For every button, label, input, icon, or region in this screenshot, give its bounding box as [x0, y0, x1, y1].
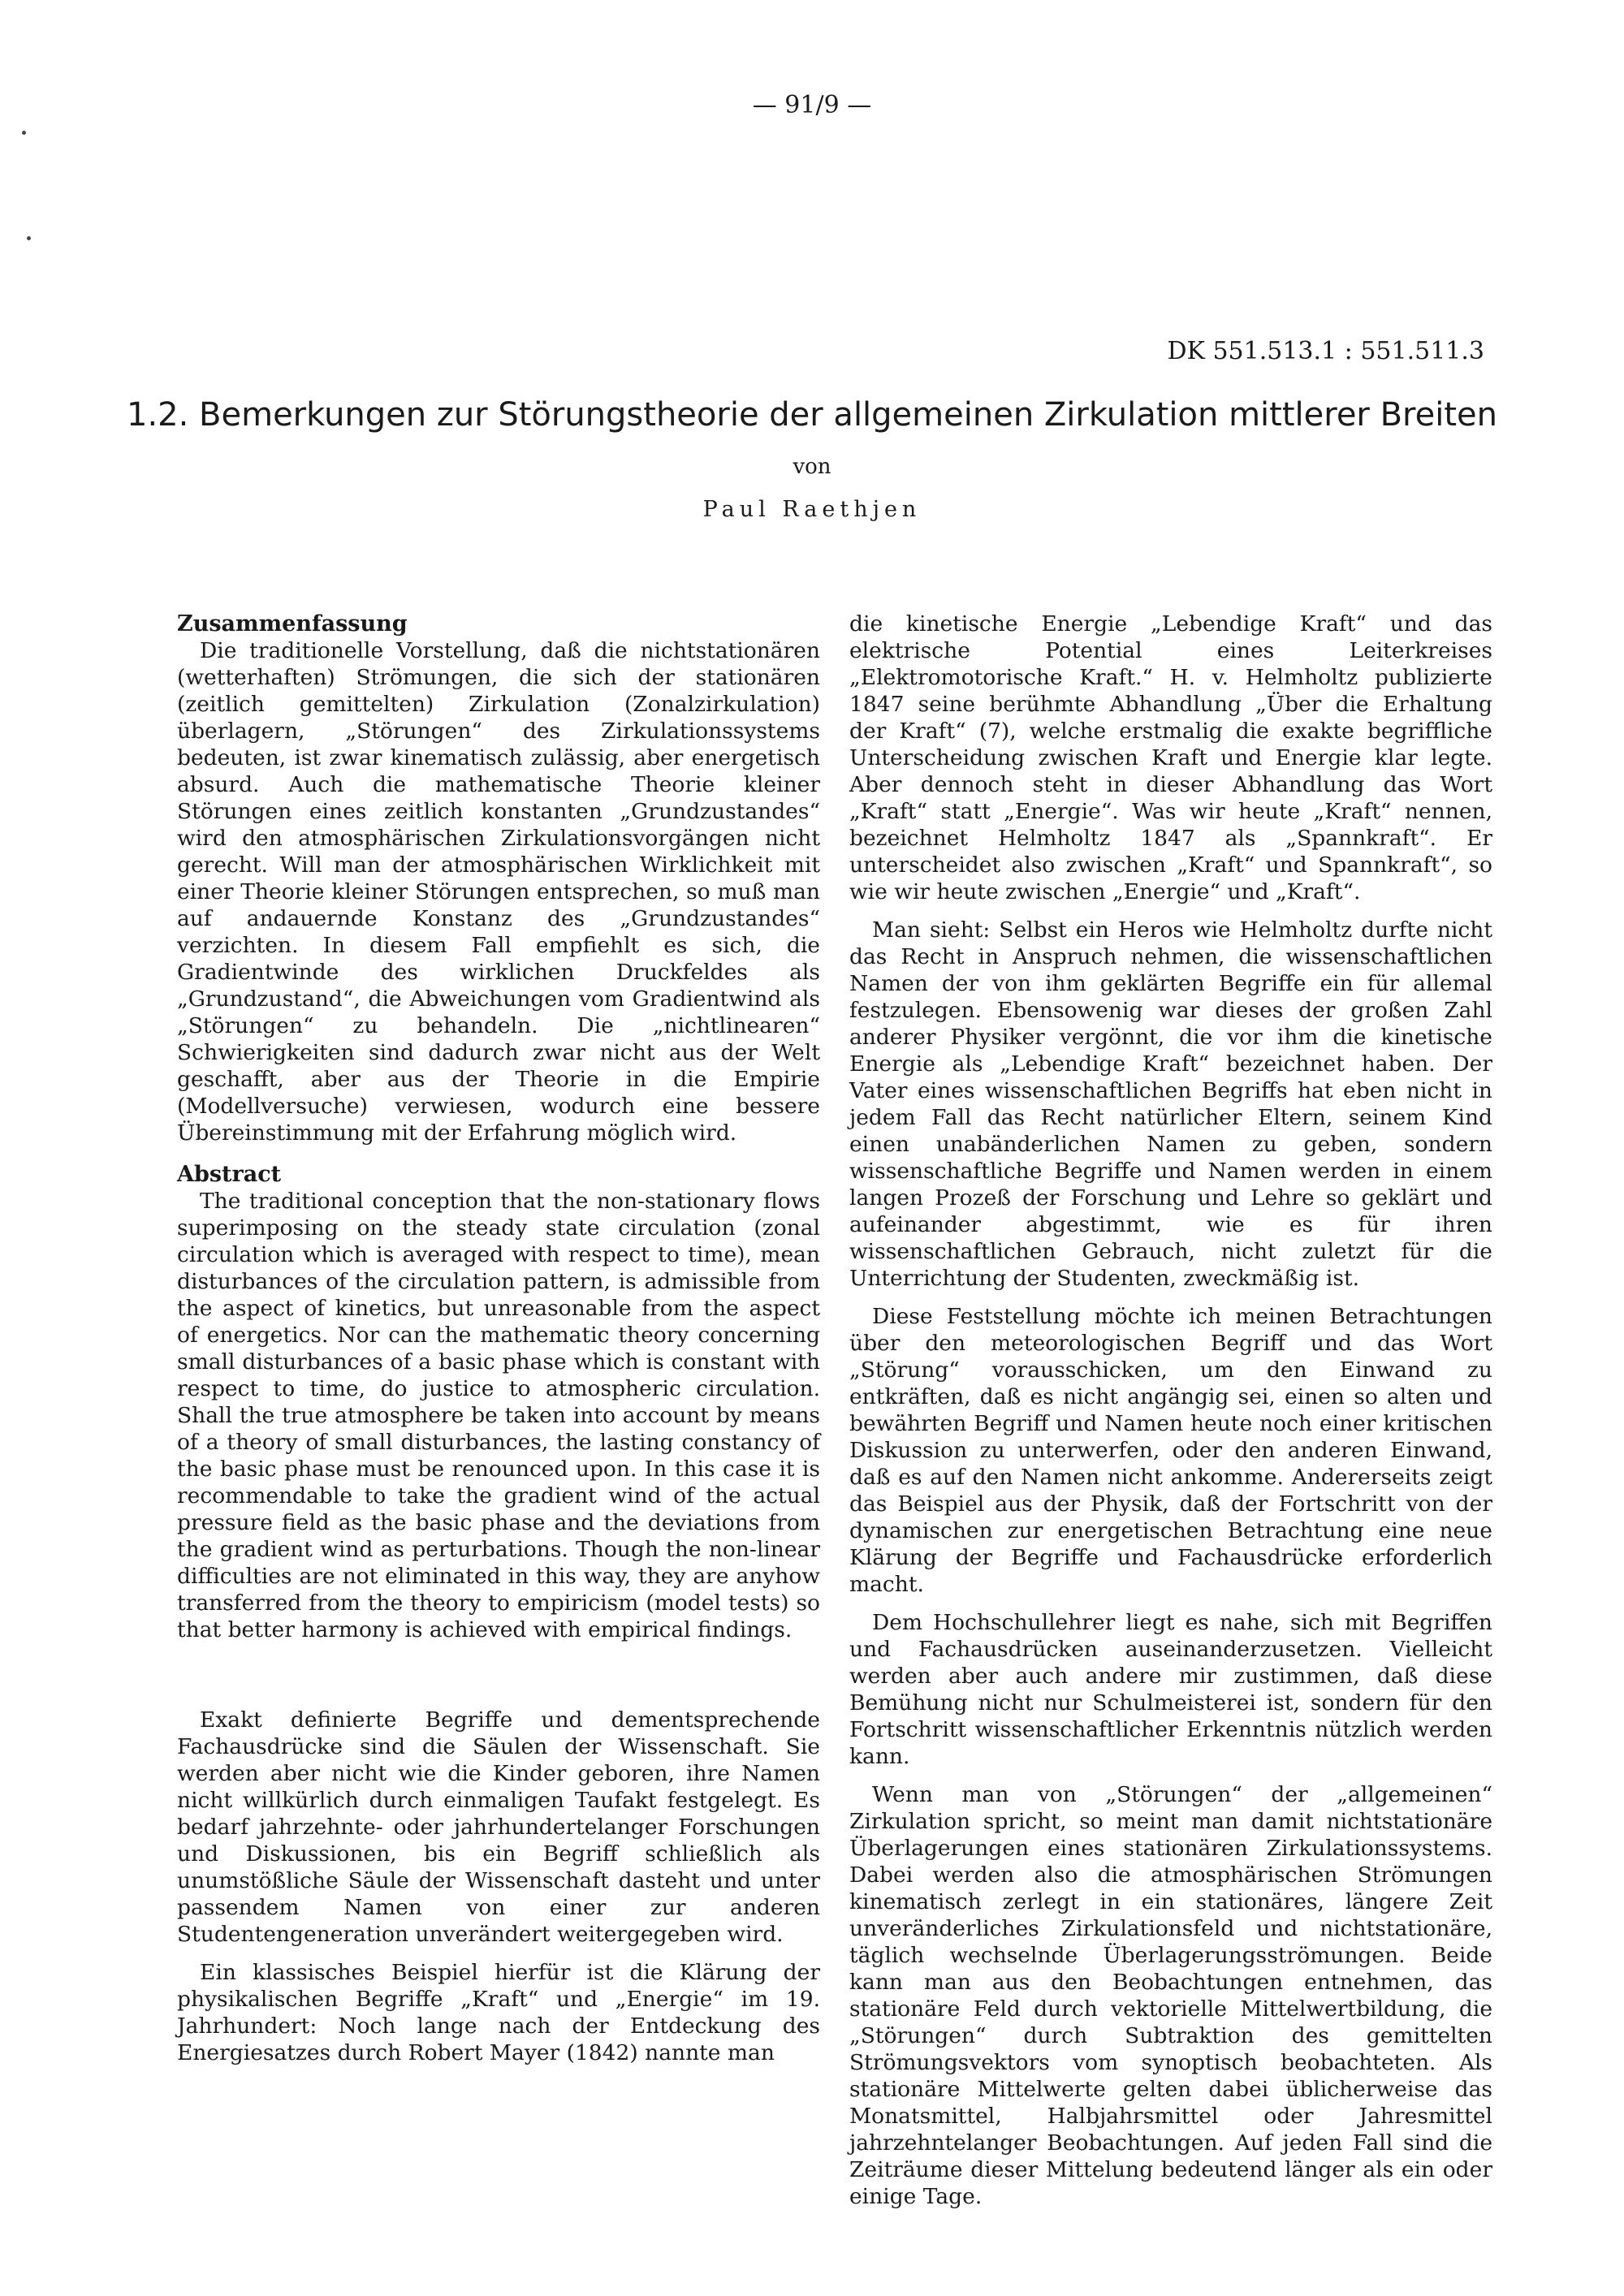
- article-title: 1.2. Bemerkungen zur Störungstheorie der allgemeinen Zirkulation mittlerer Breiten: [127, 396, 1497, 434]
- right-column: [849, 611, 1492, 2210]
- left-column: [177, 611, 820, 2066]
- page-number: — 91/9 —: [752, 91, 872, 119]
- byline-von: von: [793, 455, 831, 479]
- body-paragraph: Man sieht: Selbst ein Heros wie Helmholtz durfte nicht das Recht in Anspruch nehmen, die wissenschaftlichen Namen der von ihm geklärten Begriffe ein für allemal festzulegen. Ebensowenig war dieses der großen Zahl anderer Physiker vergönnt, die vor ihm die kinetische Energie als „Lebendige Kraft“ bezeichnet haben. Der Vater eines wissenschaftlichen Begriffs hat eben nicht in jedem Fall das Recht natürlicher Eltern, seinem Kind einen unabänderlichen Namen zu geben, sondern wissenschaftliche Begriffe und Namen werden in einem langen Prozeß der Forschung und Lehre so geklärt und aufeinander abgestimmt, wie es für ihren wissenschaftlichen Gebrauch, nicht zuletzt für die Unterrichtung der Studenten, zweckmäßig ist.: [849, 917, 1492, 1291]
- scan-speck: [27, 236, 31, 240]
- body-paragraph: Exakt definierte Begriffe und dementsprechende Fachausdrücke sind die Säulen der Wissenschaft. Sie werden aber nicht wie die Kinder geboren, ihre Namen nicht willkürlich durch einmaligen Taufakt festgelegt. Es bedarf jahrzehnte- oder jahrhundertelanger Forschungen und Diskussionen, bis ein Begriff schließlich als unumstößliche Säule der Wissenschaft dasteht und unter passendem Namen von einer zur anderen Studentengeneration unverändert weitergegeben wird.: [177, 1707, 820, 1947]
- body-paragraph: Dem Hochschullehrer liegt es nahe, sich mit Begriffen und Fachausdrücken auseinanderzusetzen. Vielleicht werden aber auch andere mir zustimmen, daß diese Bemühung nicht nur Schulmeisterei ist, sondern für den Fortschritt wissenschaftlicher Erkenntnis nützlich werden kann.: [849, 1610, 1492, 1769]
- scan-speck: [22, 131, 26, 135]
- author-name: Paul Raethjen: [702, 497, 922, 522]
- body-paragraph: Wenn man von „Störungen“ der „allgemeinen“ Zirkulation spricht, so meint man damit nichtstationäre Überlagerungen eines stationären Zirkulationssystems. Dabei werden also die atmosphärischen Strömungen kinematisch zerlegt in ein stationäres, längere Zeit unveränderliches Zirkulationsfeld und nichtstationäre, täglich wechselnde Überlagerungsströmungen. Beide kann man aus den Beobachtungen entnehmen, das stationäre Feld durch vektorielle Mittelwertbildung, die „Störungen“ durch Subtraktion des gemittelten Strömungsvektors vom synoptisch beobachteten. Als stationäre Mittelwerte gelten dabei üblicherweise das Monatsmittel, Halbjahrsmittel oder Jahresmittel jahrzehntelanger Beobachtungen. Auf jeden Fall sind die Zeiträume dieser Mittelung bedeutend länger als ein oder einige Tage.: [849, 1782, 1492, 2209]
- section-spacer: [177, 1643, 820, 1707]
- zusammenfassung-text: Die traditionelle Vorstellung, daß die nichtstationären (wetterhaften) Strömungen, die sich der stationären (zeitlich gemittelten) Zirkulation (Zonalzirkulation) überlagern, „Störungen“ des Zirkulationssystems bedeuten, ist zwar kinematisch zulässig, aber energetisch absurd. Auch die mathematische Theorie kleiner Störungen eines zeitlich konstanten „Grundzustandes“ wird den atmosphärischen Zirkulationsvorgängen nicht gerecht. Will man der atmosphärischen Wirklichkeit mit einer Theorie kleiner Störungen entsprechen, so muß man auf andauernde Konstanz des „Grundzustandes“ verzichten. In diesem Fall empfiehlt es sich, die Gradientwinde des wirklichen Druckfeldes als „Grundzustand“, die Abweichungen vom Gradientwind als „Störungen“ zu behandeln. Die „nichtlinearen“ Schwierigkeiten sind dadurch zwar nicht aus der Welt geschafft, aber aus der Theorie in die Empirie (Modellversuche) verwiesen, wodurch eine bessere Übereinstimmung mit der Erfahrung möglich wird.: [177, 638, 820, 1146]
- dk-classification: DK 551.513.1 : 551.511.3: [1167, 337, 1484, 365]
- zusammenfassung-heading: Zusammenfassung: [177, 611, 408, 637]
- body-paragraph: die kinetische Energie „Lebendige Kraft“ und das elektrische Potential eines Leiterkreises „Elektromotorische Kraft.“ H. v. Helmholtz publizierte 1847 seine berühmte Abhandlung „Über die Erhaltung der Kraft“ (7), welche erstmalig die exakte begriffliche Unterscheidung zwischen Kraft und Energie klar legte. Aber dennoch steht in dieser Abhandlung das Wort „Kraft“ statt „Energie“. Was wir heute „Kraft“ nennen, bezeichnet Helmholtz 1847 als „Spannkraft“. Er unterscheidet also zwischen „Kraft“ und Spannkraft“, so wie wir heute zwischen „Energie“ und „Kraft“.: [849, 611, 1492, 904]
- abstract-text: The traditional conception that the non-stationary flows superimposing on the steady state circulation (zonal circulation which is averaged with respect to time), mean disturbances of the circulation pattern, is admissible from the aspect of kinetics, but unreasonable from the aspect of energetics. Nor can the mathematic theory concerning small disturbances of a basic phase which is constant with respect to time, do justice to atmospheric circulation. Shall the true atmosphere be taken into account by means of a theory of small disturbances, the lasting constancy of the basic phase must be renounced upon. In this case it is recommendable to take the gradient wind of the actual pressure field as the basic phase and the deviations from the gradient wind as perturbations. Though the non-linear difficulties are not eliminated in this way, they are anyhow transferred from the theory to empiricism (model tests) so that better harmony is achieved with empirical findings.: [177, 1189, 820, 1642]
- body-paragraph: Ein klassisches Beispiel hierfür ist die Klärung der physikalischen Begriffe „Kraft“ und „Energie“ im 19. Jahrhundert: Noch lange nach der Entdeckung des Energiesatzes durch Robert Mayer (1842) nannte man: [177, 1960, 820, 2065]
- body-paragraph: Diese Feststellung möchte ich meinen Betrachtungen über den meteorologischen Begriff und das Wort „Störung“ vorausschicken, um den Einwand zu entkräften, daß es nicht angängig sei, einen so alten und bewährten Begriff und Namen heute noch einer kritischen Diskussion zu unterwerfen, oder den anderen Einwand, daß es auf den Namen nicht ankomme. Andererseits zeigt das Beispiel aus der Physik, daß der Fortschritt von der dynamischen zur energetischen Betrachtung eine neue Klärung der Begriffe und Fachausdrücke erforderlich macht.: [849, 1304, 1492, 1597]
- abstract-heading: Abstract: [177, 1162, 282, 1187]
